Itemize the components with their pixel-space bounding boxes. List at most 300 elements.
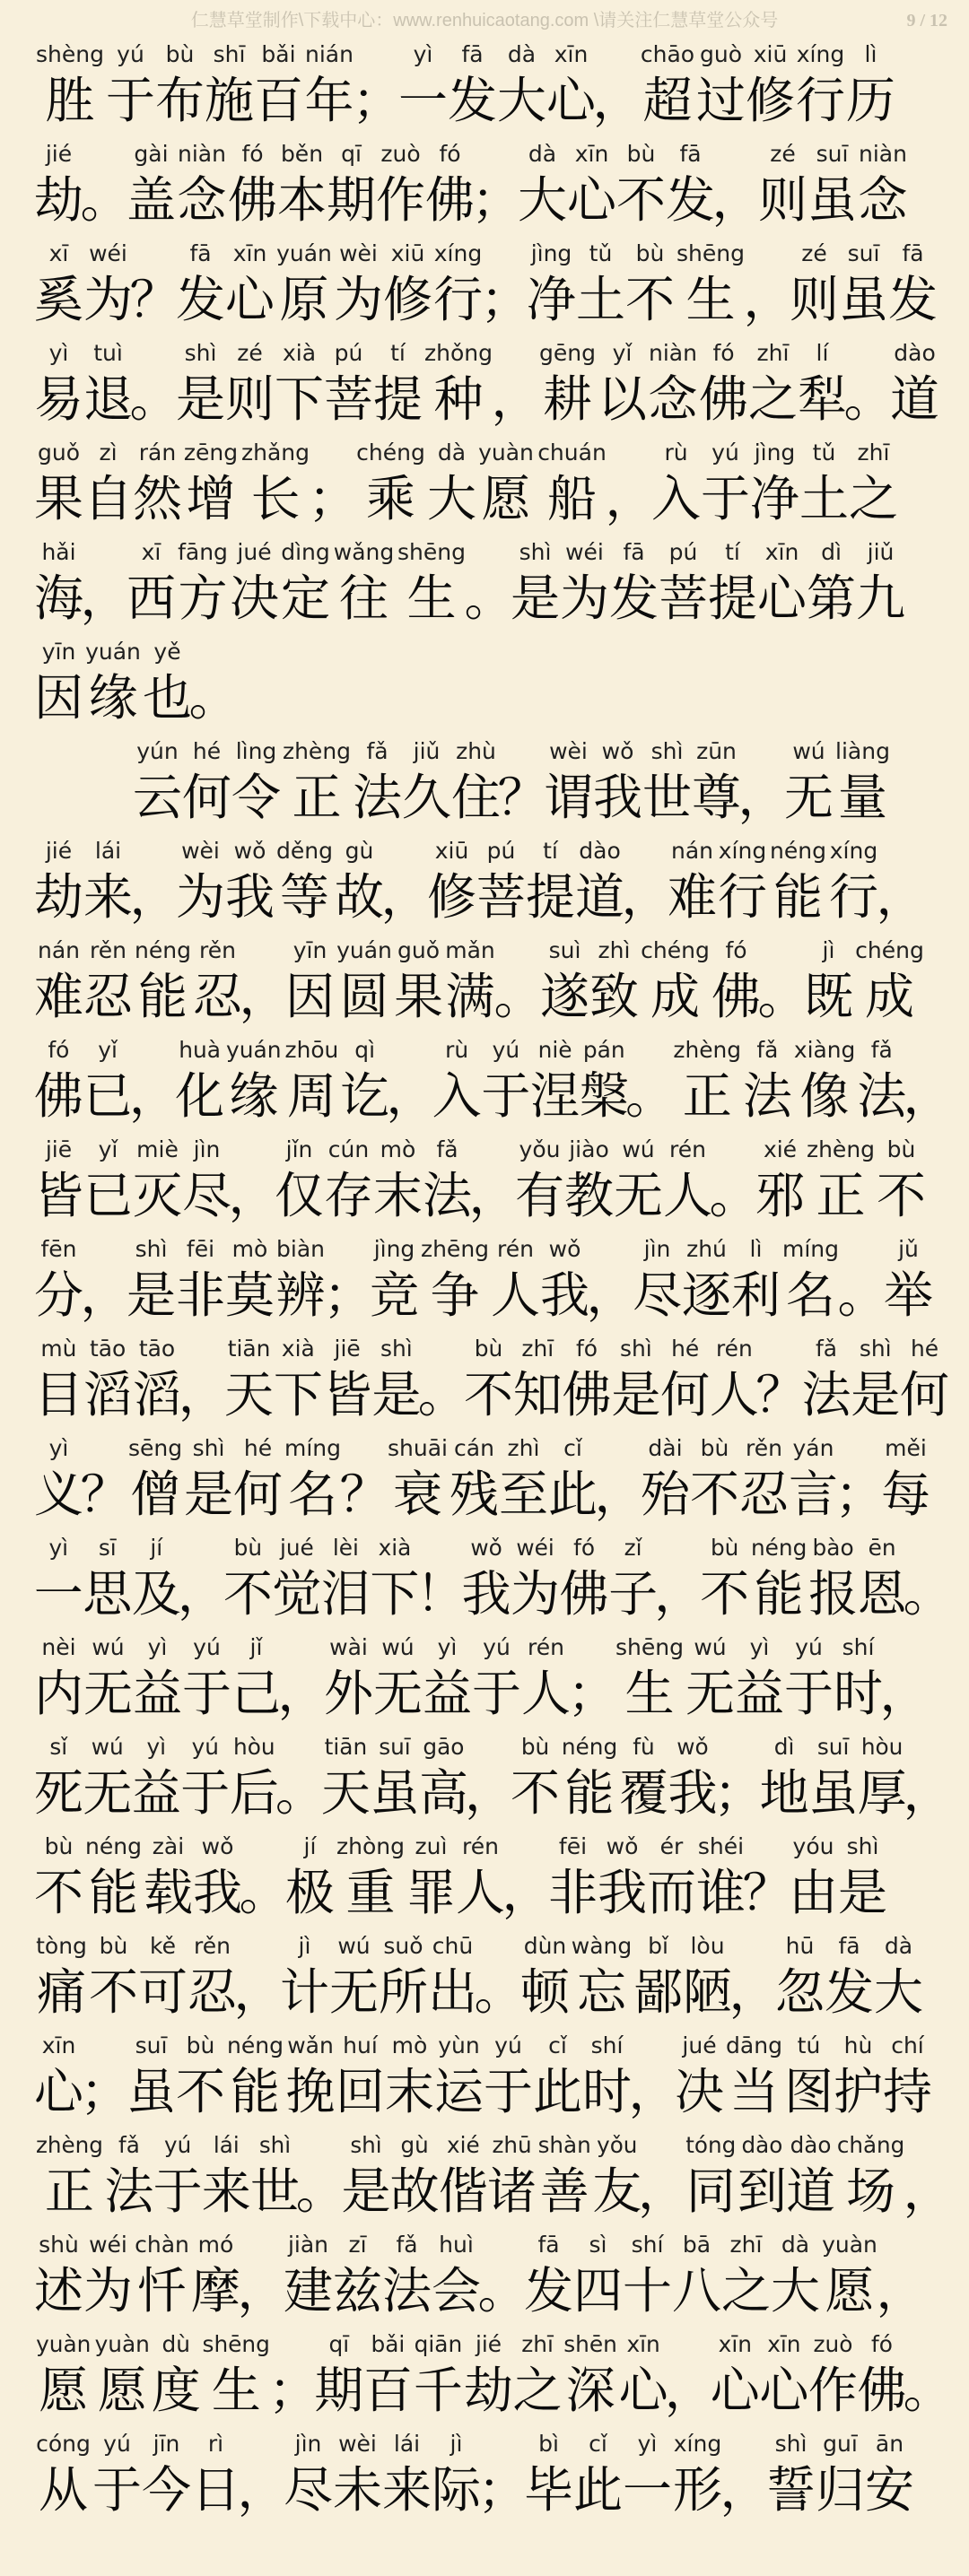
hanzi-character: 高 xyxy=(418,1764,468,1822)
pinyin-annotation: shì xyxy=(135,1236,168,1262)
pinyin-annotation: xià xyxy=(281,1336,315,1362)
hanzi-character: 因 xyxy=(285,968,336,1025)
punctuation-mark: ， xyxy=(903,1764,953,1822)
punctuation-mark: ， xyxy=(178,1366,228,1423)
pinyin-annotation: jí xyxy=(303,1833,317,1859)
punctuation-unit xyxy=(239,936,289,1035)
hanzi-character: 年 xyxy=(304,72,354,129)
hanzi-character: 菩 xyxy=(324,370,374,428)
punctuation-unit xyxy=(738,736,788,836)
pinyin-annotation: sī xyxy=(98,1535,117,1561)
pinyin-annotation: yóu xyxy=(792,1833,834,1859)
pinyin-annotation: shù xyxy=(39,2232,79,2258)
pinyin-annotation: zī xyxy=(348,2232,367,2258)
punctuation-unit xyxy=(80,1433,130,1533)
punctuation-mark: ； xyxy=(471,171,521,229)
hanzi-character: 运 xyxy=(434,2063,484,2120)
character-unit xyxy=(273,1533,322,1632)
character-unit xyxy=(175,1035,224,1135)
pinyin-annotation: wàng xyxy=(571,1933,633,1959)
pinyin-annotation: shuāi xyxy=(388,1435,448,1461)
pinyin-annotation: fā xyxy=(838,1933,860,1959)
pinyin-annotation: pán xyxy=(582,1037,625,1063)
character-unit xyxy=(701,438,750,537)
pinyin-annotation: niàn xyxy=(859,141,907,167)
character-unit xyxy=(647,1832,696,1931)
character-unit xyxy=(34,2130,105,2230)
pinyin-annotation: zhōu xyxy=(284,1037,339,1063)
pinyin-annotation: fēn xyxy=(40,1236,77,1262)
pinyin-annotation: yú xyxy=(492,1037,520,1063)
pinyin-annotation: fù xyxy=(633,1734,655,1760)
pinyin-annotation: tí xyxy=(543,838,558,864)
hanzi-character: 行 xyxy=(717,868,767,926)
pinyin-annotation: fó xyxy=(241,141,264,167)
punctuation-mark: ？ xyxy=(755,1366,806,1423)
character-unit xyxy=(34,1035,83,1135)
punctuation-mark: ， xyxy=(621,868,671,926)
character-unit xyxy=(696,39,746,139)
character-unit xyxy=(321,1533,371,1632)
punctuation-mark: ； xyxy=(713,1764,764,1822)
hanzi-character: 地 xyxy=(759,1764,809,1822)
character-unit xyxy=(743,1035,792,1135)
hanzi-character: 不 xyxy=(223,1565,273,1623)
hanzi-character: 载 xyxy=(144,1864,194,1921)
punctuation-unit xyxy=(594,1433,644,1533)
hanzi-character: 忍 xyxy=(83,968,134,1025)
hanzi-character: 我 xyxy=(540,1266,590,1324)
hanzi-character: 分 xyxy=(34,1266,84,1324)
punctuation-unit xyxy=(128,1035,179,1135)
hanzi-character: 于 xyxy=(701,470,751,527)
hanzi-character: 量 xyxy=(837,769,887,826)
pinyin-annotation: tuì xyxy=(93,340,123,366)
pinyin-annotation: míng xyxy=(781,1236,839,1262)
pinyin-annotation: néng xyxy=(750,1535,808,1561)
character-unit xyxy=(781,1234,841,1334)
character-unit xyxy=(750,438,799,537)
hanzi-character: 心 xyxy=(225,271,275,328)
hanzi-character: 发 xyxy=(888,271,938,328)
pinyin-annotation: rù xyxy=(664,439,688,466)
hanzi-character: 佛 xyxy=(562,1366,612,1423)
hanzi-character: 此 xyxy=(573,2461,624,2519)
pinyin-annotation: tiān xyxy=(227,1336,271,1362)
pinyin-annotation: wú xyxy=(381,1634,415,1660)
hanzi-character: 期 xyxy=(314,2362,364,2419)
character-unit xyxy=(849,438,898,537)
character-unit xyxy=(808,1533,858,1632)
hanzi-character: 法 xyxy=(382,2262,432,2319)
hanzi-character: 毕 xyxy=(524,2461,574,2519)
punctuation-mark: ， xyxy=(129,868,179,926)
character-unit xyxy=(225,338,275,438)
pinyin-annotation: fā xyxy=(679,141,702,167)
pinyin-annotation: jìn xyxy=(193,1136,221,1162)
hanzi-character: 期 xyxy=(327,171,377,229)
text-line xyxy=(33,1533,953,1632)
pinyin-annotation: lái xyxy=(94,838,122,864)
hanzi-character: 念 xyxy=(177,171,227,229)
character-unit xyxy=(127,2031,176,2130)
punctuation-mark: ， xyxy=(468,1167,519,1224)
character-unit xyxy=(865,2429,914,2528)
pinyin-annotation: bǎi xyxy=(261,41,296,67)
hanzi-character: 非 xyxy=(176,1266,226,1324)
punctuation-mark: ， xyxy=(277,1665,327,1722)
pinyin-annotation: zhī xyxy=(756,340,790,366)
hanzi-character: 心 xyxy=(757,570,808,627)
pinyin-annotation: xīn xyxy=(574,141,609,167)
character-unit xyxy=(857,139,909,239)
pinyin-annotation: bā xyxy=(682,2232,711,2258)
character-unit xyxy=(323,1334,372,1433)
hanzi-character: 益 xyxy=(423,1665,473,1722)
hanzi-character: 之 xyxy=(512,2362,563,2419)
hanzi-character: 是 xyxy=(127,1266,177,1324)
hanzi-character: 九 xyxy=(856,570,906,627)
character-unit xyxy=(333,2429,382,2528)
character-unit xyxy=(576,239,625,338)
hanzi-character: 人 xyxy=(521,1665,572,1722)
pinyin-annotation: shī xyxy=(213,41,246,67)
character-unit xyxy=(83,637,143,736)
pinyin-annotation: yuàn xyxy=(36,2331,92,2357)
hanzi-character: 法 xyxy=(423,1167,473,1224)
pinyin-annotation: shéi xyxy=(697,1833,745,1859)
pinyin-annotation: qiān xyxy=(414,2331,463,2357)
pinyin-annotation: zuò xyxy=(813,2331,853,2357)
hanzi-character: 我 xyxy=(593,769,643,826)
pinyin-annotation: mǎn xyxy=(445,937,495,963)
hanzi-character: 来 xyxy=(83,868,134,926)
hanzi-character: 致 xyxy=(589,968,640,1025)
character-unit xyxy=(373,1632,423,1732)
pinyin-annotation: jiē xyxy=(334,1336,361,1362)
character-unit xyxy=(633,1931,683,2031)
pinyin-annotation: jì xyxy=(298,1933,311,1959)
punctuation-unit xyxy=(352,39,402,139)
pinyin-annotation: qī xyxy=(341,141,362,167)
hanzi-character: 不 xyxy=(625,271,676,328)
character-unit xyxy=(593,736,642,836)
punctuation-unit xyxy=(502,1832,552,1931)
text-line xyxy=(34,836,949,936)
hanzi-character: 云 xyxy=(133,769,183,826)
hanzi-character: 劫 xyxy=(34,171,84,229)
punctuation-unit xyxy=(477,2429,528,2528)
character-unit xyxy=(685,1632,735,1732)
hanzi-character: 人 xyxy=(709,1366,759,1423)
pinyin-annotation: wú xyxy=(91,1734,124,1760)
pinyin-annotation: yì xyxy=(147,1634,168,1660)
hanzi-character: 胜 xyxy=(45,72,95,129)
hanzi-character: 已 xyxy=(83,1067,133,1125)
pinyin-annotation: mù xyxy=(40,1336,77,1362)
character-unit xyxy=(739,1433,789,1533)
hanzi-character: 修 xyxy=(383,271,433,328)
pinyin-annotation: suī xyxy=(816,141,849,167)
pinyin-annotation: niàn xyxy=(178,141,226,167)
character-unit xyxy=(464,2329,513,2429)
character-unit xyxy=(851,1334,900,1433)
pinyin-annotation: chǎng xyxy=(836,2132,905,2158)
character-unit xyxy=(181,1732,231,1832)
character-unit xyxy=(240,438,311,537)
hanzi-character: 由 xyxy=(789,1864,839,1921)
hanzi-character: 能 xyxy=(754,1565,804,1623)
character-unit xyxy=(608,1533,658,1632)
character-unit xyxy=(182,1135,231,1234)
hanzi-character: 过 xyxy=(696,72,746,129)
punctuation-unit xyxy=(277,1632,327,1732)
pinyin-annotation: shì xyxy=(350,2132,382,2158)
punctuation-mark: ， xyxy=(239,968,289,1025)
pinyin-annotation: shì xyxy=(859,1336,892,1362)
hanzi-character: 历 xyxy=(846,72,896,129)
pinyin-annotation: yì xyxy=(48,1435,69,1461)
hanzi-character: 诸 xyxy=(487,2163,537,2220)
pinyin-annotation: pú xyxy=(486,838,516,864)
pinyin-annotation: wéi xyxy=(89,2232,127,2258)
pinyin-annotation: běn xyxy=(280,141,324,167)
hanzi-character: 大 xyxy=(874,1963,924,2021)
pinyin-annotation: jìn xyxy=(294,2431,322,2457)
pinyin-annotation: nán xyxy=(670,838,713,864)
character-unit xyxy=(675,239,746,338)
pinyin-annotation: yùn xyxy=(438,2032,480,2058)
pinyin-annotation: dù xyxy=(162,2331,190,2357)
pinyin-annotation: zhù xyxy=(456,738,496,764)
character-unit xyxy=(580,1035,629,1135)
pinyin-annotation: rù xyxy=(445,1037,469,1063)
hanzi-character: 度 xyxy=(151,2362,201,2419)
hanzi-character: 能 xyxy=(88,1864,138,1921)
pinyin-annotation: bǐ xyxy=(648,1933,668,1959)
hanzi-character: 善 xyxy=(539,2163,589,2220)
punctuation-unit xyxy=(188,637,239,736)
hanzi-character: 鄙 xyxy=(633,1963,684,2021)
character-unit xyxy=(497,39,546,139)
punctuation-unit xyxy=(709,1135,759,1234)
character-unit xyxy=(202,2130,250,2230)
hanzi-character: 天 xyxy=(224,1366,275,1423)
character-unit xyxy=(83,1533,133,1632)
character-unit xyxy=(153,2130,202,2230)
hanzi-character: 摩 xyxy=(191,2262,241,2319)
hanzi-character: 滔 xyxy=(132,1366,182,1423)
hanzi-character: 则 xyxy=(758,171,808,229)
text-line xyxy=(34,1334,949,1433)
pinyin-annotation: yǒu xyxy=(597,2132,638,2158)
pinyin-annotation: zé xyxy=(770,141,796,167)
hanzi-character: 于 xyxy=(153,2163,203,2220)
pinyin-annotation: xíng xyxy=(673,2431,722,2457)
character-unit xyxy=(546,39,596,139)
character-unit xyxy=(802,1334,851,1433)
character-unit xyxy=(155,39,205,139)
character-unit xyxy=(884,1234,933,1334)
character-unit xyxy=(491,1234,540,1334)
hanzi-character: 恩 xyxy=(857,1565,907,1623)
hanzi-character: 提 xyxy=(708,570,758,627)
pinyin-annotation: xīn xyxy=(554,41,589,67)
character-unit xyxy=(448,39,497,139)
punctuation-unit xyxy=(876,836,926,936)
character-unit xyxy=(34,139,83,239)
character-unit xyxy=(609,537,659,637)
hanzi-character: 忽 xyxy=(775,1963,825,2021)
pinyin-annotation: hū xyxy=(785,1933,815,1959)
character-unit xyxy=(790,239,839,338)
character-unit xyxy=(834,736,892,836)
character-unit xyxy=(423,338,494,438)
hanzi-character: 涅 xyxy=(530,1067,581,1125)
hanzi-character: 末 xyxy=(373,1167,423,1224)
character-unit xyxy=(385,2031,434,2130)
character-unit xyxy=(614,1632,685,1732)
hanzi-character: 能 xyxy=(564,1764,615,1822)
pinyin-annotation: zuì xyxy=(415,1833,448,1859)
pinyin-annotation: lèi xyxy=(332,1535,359,1561)
character-unit xyxy=(225,2031,285,2130)
character-unit xyxy=(283,1433,343,1533)
pinyin-annotation: zhèng xyxy=(35,2132,103,2158)
pinyin-annotation: fēi xyxy=(186,1236,215,1262)
pinyin-annotation: zé xyxy=(237,340,263,366)
character-unit xyxy=(34,836,83,936)
hanzi-character: 安 xyxy=(865,2461,915,2519)
hanzi-character: 厚 xyxy=(857,1764,907,1822)
pinyin-annotation: fǎ xyxy=(870,1037,893,1063)
punctuation-mark: 。 xyxy=(80,171,130,229)
pinyin-annotation: jì xyxy=(822,937,835,963)
pinyin-annotation: bì xyxy=(538,2431,559,2457)
character-unit xyxy=(816,2429,865,2528)
pinyin-annotation: xīn xyxy=(41,2032,76,2058)
character-unit xyxy=(877,1135,926,1234)
hanzi-character: 奚 xyxy=(34,271,84,328)
hanzi-character: 法 xyxy=(857,1067,907,1125)
pinyin-annotation: fó xyxy=(576,1336,598,1362)
punctuation-mark: ； xyxy=(567,1665,617,1722)
character-unit xyxy=(425,139,475,239)
punctuation-unit xyxy=(743,239,793,338)
punctuation-unit xyxy=(638,2130,688,2230)
character-unit xyxy=(853,936,926,1035)
character-unit xyxy=(34,338,83,438)
character-unit xyxy=(254,39,303,139)
character-unit xyxy=(825,1931,874,2031)
hanzi-character: 修 xyxy=(746,72,796,129)
pinyin-annotation: suī xyxy=(135,2032,168,2058)
hanzi-character: 我 xyxy=(461,1565,511,1623)
character-unit xyxy=(34,1533,83,1632)
pinyin-annotation: néng xyxy=(770,838,826,864)
hanzi-character: 不 xyxy=(877,1167,927,1224)
pinyin-annotation: zhī xyxy=(521,2331,554,2357)
character-unit xyxy=(225,1234,275,1334)
hanzi-character: 外 xyxy=(324,1665,374,1722)
text-line xyxy=(34,1135,949,1234)
character-unit xyxy=(432,239,484,338)
hanzi-character: 忍 xyxy=(193,968,243,1025)
pinyin-annotation: wǒ xyxy=(470,1535,502,1561)
pinyin-annotation: yuán xyxy=(226,1037,282,1063)
pinyin-annotation: rěn xyxy=(199,937,236,963)
text-line xyxy=(34,2329,953,2429)
character-unit xyxy=(633,1234,682,1334)
punctuation-unit xyxy=(417,1334,467,1433)
pinyin-annotation: jié xyxy=(45,141,73,167)
pinyin-annotation: bào xyxy=(812,1535,854,1561)
character-unit xyxy=(511,537,560,637)
pinyin-annotation: bù xyxy=(710,1535,739,1561)
hanzi-character: 大 xyxy=(497,72,547,129)
hanzi-character: 定 xyxy=(280,570,330,627)
character-unit xyxy=(133,438,182,537)
hanzi-character: 发 xyxy=(609,570,659,627)
punctuation-unit xyxy=(80,2031,130,2130)
punctuation-mark: ， xyxy=(491,370,541,428)
text-line xyxy=(34,2130,953,2230)
pinyin-annotation: shì xyxy=(192,1435,225,1461)
punctuation-mark: ？ xyxy=(80,1466,130,1523)
pinyin-annotation: zé xyxy=(801,240,827,266)
pinyin-annotation: měi xyxy=(885,1435,927,1461)
pinyin-annotation: jié xyxy=(45,838,73,864)
character-unit xyxy=(225,836,275,936)
punctuation-mark: ， xyxy=(237,2262,287,2319)
character-unit xyxy=(828,836,879,936)
character-unit xyxy=(224,1035,284,1135)
character-unit xyxy=(540,1234,589,1334)
pinyin-annotation: jué xyxy=(237,539,272,565)
character-unit xyxy=(127,537,176,637)
pinyin-annotation: shàn xyxy=(537,2132,591,2158)
character-unit xyxy=(784,1632,834,1732)
character-unit xyxy=(233,1433,283,1533)
character-unit xyxy=(807,537,856,637)
hanzi-character: 乘 xyxy=(365,470,415,527)
pinyin-annotation: sì xyxy=(589,2232,607,2258)
hanzi-character: 行 xyxy=(795,72,845,129)
character-unit xyxy=(537,2130,593,2230)
pinyin-annotation: yuàn xyxy=(94,2331,150,2357)
character-unit xyxy=(230,1732,279,1832)
hanzi-character: 争 xyxy=(430,1266,480,1324)
hanzi-character: 易 xyxy=(34,370,84,428)
character-unit xyxy=(133,936,193,1035)
text-line xyxy=(33,1035,953,1135)
punctuation-unit xyxy=(903,1035,953,1135)
hanzi-character: 行 xyxy=(432,271,483,328)
pinyin-annotation: néng xyxy=(135,937,191,963)
hanzi-character: 非 xyxy=(548,1864,598,1921)
punctuation-mark: ， xyxy=(233,1963,284,2021)
character-unit xyxy=(487,2130,536,2230)
character-unit xyxy=(711,936,761,1035)
pinyin-annotation: xīn xyxy=(764,539,799,565)
hanzi-character: 故 xyxy=(335,868,385,926)
pinyin-annotation: xiū xyxy=(390,240,425,266)
punctuation-mark: ， xyxy=(729,1963,779,2021)
character-unit xyxy=(771,2230,820,2329)
pinyin-annotation: wú xyxy=(337,1933,371,1959)
hanzi-character: 持 xyxy=(883,2063,933,2120)
hanzi-character: 忏 xyxy=(136,2262,187,2319)
